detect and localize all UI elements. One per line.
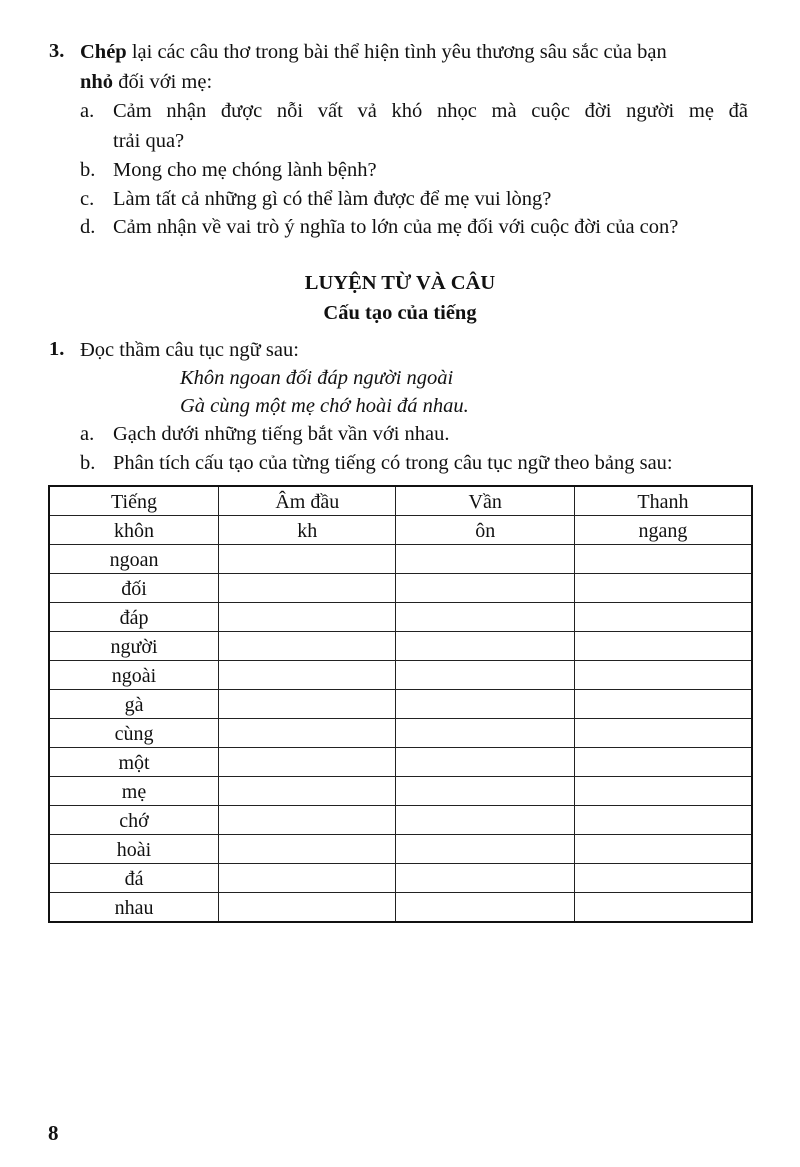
answer-cell[interactable] xyxy=(219,777,396,806)
answer-cell[interactable]: ôn xyxy=(396,516,574,545)
answer-cell[interactable] xyxy=(396,777,574,806)
syllable-cell: hoài xyxy=(49,835,219,864)
column-header: Âm đầu xyxy=(219,486,396,516)
option-b-text: Mong cho mẹ chóng lành bệnh? xyxy=(113,159,377,181)
syllable-cell: ngoan xyxy=(49,545,219,574)
syllable-cell: chớ xyxy=(49,806,219,835)
table-row xyxy=(49,748,752,777)
answer-cell[interactable] xyxy=(396,748,574,777)
answer-cell[interactable] xyxy=(396,690,574,719)
table-row xyxy=(49,574,752,603)
answer-cell[interactable] xyxy=(219,893,396,923)
answer-cell[interactable] xyxy=(574,719,752,748)
analysis-table xyxy=(48,485,753,923)
question-prompt xyxy=(80,40,667,64)
answer-cell[interactable] xyxy=(396,574,574,603)
answer-cell[interactable] xyxy=(574,835,752,864)
option-d-text: Cảm nhận về vai trò ý nghĩa to lớn của mẹ đối với cuộc đời của con? xyxy=(113,216,679,238)
column-header: Vần xyxy=(396,486,574,516)
answer-cell[interactable] xyxy=(396,864,574,893)
table-row xyxy=(49,864,752,893)
table-row xyxy=(49,661,752,690)
table-row xyxy=(49,603,752,632)
answer-cell[interactable] xyxy=(396,806,574,835)
option-label: b. xyxy=(80,452,96,474)
answer-cell[interactable] xyxy=(574,545,752,574)
option-label: b. xyxy=(80,159,96,181)
question-prompt-cont xyxy=(80,70,212,94)
answer-cell[interactable] xyxy=(396,719,574,748)
answer-cell[interactable]: ngang xyxy=(574,516,752,545)
question-number: 1. xyxy=(49,338,65,360)
answer-cell[interactable] xyxy=(574,864,752,893)
answer-cell[interactable] xyxy=(574,893,752,923)
answer-cell[interactable] xyxy=(219,690,396,719)
answer-cell[interactable] xyxy=(574,806,752,835)
syllable-cell: một xyxy=(49,748,219,777)
answer-cell[interactable] xyxy=(219,574,396,603)
answer-cell[interactable] xyxy=(574,777,752,806)
answer-cell[interactable] xyxy=(396,835,574,864)
syllable-cell: đáp xyxy=(49,603,219,632)
option-a-text-cont: trải qua? xyxy=(113,130,185,152)
table-row xyxy=(49,516,752,545)
option-label: d. xyxy=(80,216,96,238)
prompt-text: lại các câu thơ trong bài thể hiện tình yêu thương sâu sắc của bạn xyxy=(126,41,667,63)
syllable-cell: ngoài xyxy=(49,661,219,690)
syllable-cell: khôn xyxy=(49,516,219,545)
answer-cell[interactable] xyxy=(219,748,396,777)
table-header-row xyxy=(49,486,752,516)
table-row xyxy=(49,835,752,864)
column-header: Tiếng xyxy=(49,486,219,516)
table-row xyxy=(49,690,752,719)
proverb-line: Gà cùng một mẹ chớ hoài đá nhau. xyxy=(180,395,469,417)
section-subtitle: Cấu tạo của tiếng xyxy=(323,302,477,324)
answer-cell[interactable] xyxy=(574,661,752,690)
table-row xyxy=(49,806,752,835)
answer-cell[interactable] xyxy=(396,893,574,923)
syllable-cell: gà xyxy=(49,690,219,719)
question-prompt: Đọc thầm câu tục ngữ sau: xyxy=(80,339,299,361)
answer-cell[interactable] xyxy=(574,603,752,632)
answer-cell[interactable] xyxy=(396,603,574,632)
option-a-text: Cảm nhận được nỗi vất vả khó nhọc mà cuộc đời người mẹ đã xyxy=(113,100,748,122)
section-title: LUYỆN TỪ VÀ CÂU xyxy=(304,272,496,294)
proverb-line: Khôn ngoan đối đáp người ngoài xyxy=(180,367,454,389)
answer-cell[interactable] xyxy=(396,545,574,574)
syllable-cell: cùng xyxy=(49,719,219,748)
table-row xyxy=(49,719,752,748)
table-row xyxy=(49,545,752,574)
answer-cell[interactable] xyxy=(219,603,396,632)
prompt-text: đối với mẹ: xyxy=(113,71,213,93)
option-label: c. xyxy=(80,188,95,210)
answer-cell[interactable] xyxy=(396,661,574,690)
answer-cell[interactable] xyxy=(219,719,396,748)
column-header: Thanh xyxy=(574,486,752,516)
question-number: 3. xyxy=(49,40,65,62)
table-row xyxy=(49,632,752,661)
page-number: 8 xyxy=(48,1121,59,1145)
answer-cell[interactable] xyxy=(574,748,752,777)
answer-cell[interactable] xyxy=(574,690,752,719)
option-label: a. xyxy=(80,100,95,122)
table-row xyxy=(49,777,752,806)
answer-cell[interactable] xyxy=(219,806,396,835)
syllable-cell: đối xyxy=(49,574,219,603)
prompt-bold: Chép xyxy=(80,41,127,63)
answer-cell[interactable] xyxy=(219,864,396,893)
answer-cell[interactable] xyxy=(219,661,396,690)
task-a-text: Gạch dưới những tiếng bắt vần với nhau. xyxy=(113,423,450,445)
option-label: a. xyxy=(80,423,95,445)
task-b-text: Phân tích cấu tạo của từng tiếng có trong câu tục ngữ theo bảng sau: xyxy=(113,452,673,474)
answer-cell[interactable] xyxy=(219,545,396,574)
answer-cell[interactable]: kh xyxy=(219,516,396,545)
answer-cell[interactable] xyxy=(219,632,396,661)
option-c-text: Làm tất cả những gì có thể làm được để mẹ vui lòng? xyxy=(113,188,552,210)
answer-cell[interactable] xyxy=(574,632,752,661)
syllable-cell: người xyxy=(49,632,219,661)
answer-cell[interactable] xyxy=(219,835,396,864)
syllable-cell: nhau xyxy=(49,893,219,923)
syllable-cell: đá xyxy=(49,864,219,893)
answer-cell[interactable] xyxy=(396,632,574,661)
answer-cell[interactable] xyxy=(574,574,752,603)
syllable-cell: mẹ xyxy=(49,777,219,806)
prompt-bold: nhỏ xyxy=(80,71,114,93)
table-row xyxy=(49,893,752,923)
